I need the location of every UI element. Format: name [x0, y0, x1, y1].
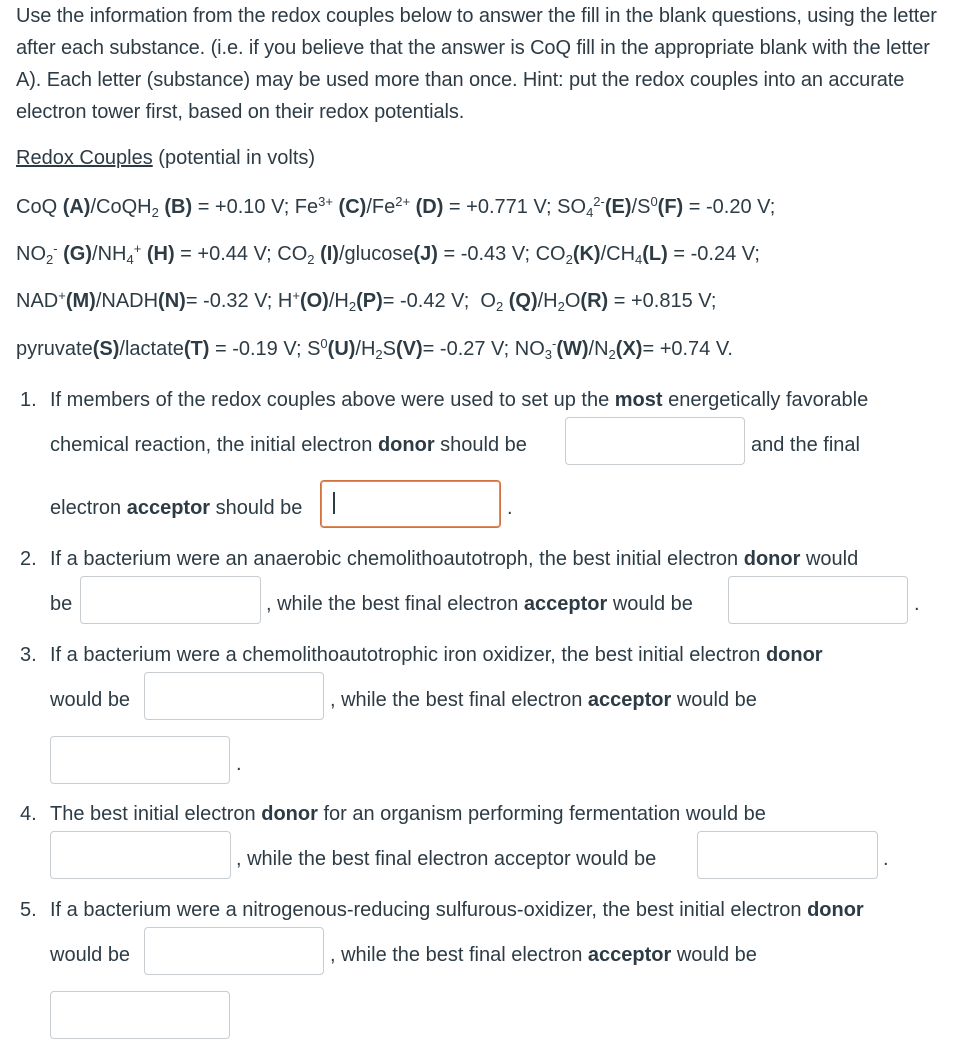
emphasis: donor: [261, 803, 318, 825]
question-1-after-donor: and the final: [751, 434, 860, 456]
couples-line-1: [16, 196, 775, 219]
emphasis: acceptor: [587, 944, 672, 966]
emphasis: donor: [743, 548, 801, 570]
text: /N: [588, 338, 609, 360]
letter: (S): [92, 338, 120, 360]
text: = -0.20 V;: [683, 196, 776, 218]
question-2-line-1: [50, 548, 858, 571]
text: for an organism performing fermentation would be: [317, 803, 766, 825]
couples-line-4: [16, 338, 733, 361]
letter: (H): [141, 243, 175, 265]
text: = +0.771 V; SO: [443, 196, 587, 218]
letter: (M): [65, 290, 96, 312]
q1-acceptor-blank[interactable]: [320, 480, 501, 528]
question-3-middle: [330, 689, 757, 712]
question-4-line-1: [50, 803, 766, 826]
superscript: 2-: [593, 194, 605, 209]
question-1-line-3: [50, 497, 302, 520]
text: electron: [50, 497, 127, 519]
question-3-end: .: [236, 753, 242, 775]
text: /H: [328, 290, 349, 312]
question-5-line-2: would be: [50, 944, 131, 966]
letter: (R): [580, 290, 609, 312]
redox-couples-suffix: (potential in volts): [152, 147, 316, 169]
text: = -0.19 V; S: [209, 338, 321, 360]
superscript: +: [58, 288, 66, 303]
emphasis: donor: [377, 434, 435, 456]
question-5-line-1: [50, 899, 864, 922]
text: pyruvate: [16, 338, 93, 360]
emphasis: donor: [765, 644, 823, 666]
text: = +0.815 V;: [608, 290, 717, 312]
letter: (K): [572, 243, 601, 265]
question-2-middle: [266, 593, 693, 616]
q3-donor-blank[interactable]: [144, 672, 324, 720]
text: /CH: [600, 243, 636, 265]
letter: (U): [327, 338, 356, 360]
letter: (F): [657, 196, 684, 218]
text: = +0.74 V.: [642, 338, 733, 360]
text: /NADH: [95, 290, 159, 312]
text: S: [382, 338, 396, 360]
text: /S: [631, 196, 651, 218]
text: should be: [210, 497, 303, 519]
text: should be: [434, 434, 527, 456]
text: If a bacterium were a chemolithoautotrophic iron oxidizer, the best initial electron: [50, 644, 766, 666]
q2-donor-blank[interactable]: [80, 576, 261, 624]
letter: (B): [158, 196, 193, 218]
subscript: 2: [557, 299, 565, 314]
letter: (L): [642, 243, 668, 265]
subscript: 4: [586, 205, 594, 220]
text: /H: [355, 338, 376, 360]
emphasis: acceptor: [523, 593, 608, 615]
text: , while the best final electron: [266, 593, 524, 615]
text: /lactate: [119, 338, 184, 360]
letter: (E): [604, 196, 632, 218]
text: = -0.27 V; NO: [422, 338, 545, 360]
text: would be: [671, 689, 757, 711]
question-1-number: 1.: [20, 389, 37, 411]
letter: (Q): [503, 290, 538, 312]
question-3-number: 3.: [20, 644, 37, 666]
letter: (C): [332, 196, 367, 218]
text: , while the best final electron: [330, 944, 588, 966]
emphasis: acceptor: [126, 497, 211, 519]
text: = +0.10 V; Fe: [192, 196, 319, 218]
text: = -0.42 V; O: [382, 290, 496, 312]
text: would be: [671, 944, 757, 966]
couples-line-3: [16, 290, 716, 313]
text: If members of the redox couples above were used to set up the: [50, 389, 615, 411]
q1-donor-blank[interactable]: [565, 417, 745, 465]
couples-line-2: [16, 243, 760, 266]
superscript: 0: [650, 194, 658, 209]
text: would be: [607, 593, 693, 615]
superscript: 3+: [318, 194, 333, 209]
question-2-end: .: [914, 593, 920, 615]
letter: (P): [356, 290, 383, 312]
question-2-number: 2.: [20, 548, 37, 570]
letter: (W): [556, 338, 589, 360]
letter: (V): [396, 338, 423, 360]
q4-acceptor-blank[interactable]: [697, 831, 878, 879]
letter: (D): [410, 196, 444, 218]
text: would: [800, 548, 859, 570]
letter: (X): [615, 338, 643, 360]
subscript: 4: [635, 252, 643, 267]
q5-acceptor-blank[interactable]: [50, 991, 230, 1039]
superscript: +: [292, 288, 300, 303]
text: = +0.44 V; CO: [174, 243, 308, 265]
text: /glucose: [338, 243, 414, 265]
emphasis: most: [614, 389, 663, 411]
subscript: 2: [307, 252, 315, 267]
question-3-line-2: would be: [50, 689, 131, 711]
subscript: 2: [608, 347, 616, 362]
text: /NH: [92, 243, 127, 265]
q2-acceptor-blank[interactable]: [728, 576, 908, 624]
text: O: [564, 290, 581, 312]
superscript: -: [552, 336, 557, 351]
text: NAD: [16, 290, 59, 312]
superscript: 2+: [395, 194, 411, 209]
letter: (G): [57, 243, 93, 265]
subscript: 3: [544, 347, 552, 362]
question-5-middle: [330, 944, 757, 967]
superscript: +: [133, 241, 142, 256]
letter: (J): [413, 243, 438, 265]
text: The best initial electron: [50, 803, 262, 825]
letter: (A): [62, 196, 91, 218]
instructions-paragraph: Use the information from the redox couples below to answer the fill in the blank questions, using the letter after each substance. (i.e. if you believe that the answer is CoQ fill in the appropriate blank with the letter A). Each letter (substance) may be used more than once. Hint: put the redox couples into an accurate electron tower first, based on their redox potentials.: [16, 5, 937, 123]
emphasis: donor: [807, 899, 864, 921]
emphasis: acceptor: [587, 689, 672, 711]
text: If a bacterium were a nitrogenous-reducing sulfurous-oxidizer, the best initial electron: [50, 899, 808, 921]
text: = -0.24 V;: [667, 243, 760, 265]
subscript: 2: [46, 252, 54, 267]
question-4-end: .: [883, 848, 889, 870]
subscript: 2: [348, 299, 357, 314]
q3-acceptor-blank[interactable]: [50, 736, 230, 784]
question-1-line-1: [50, 389, 868, 412]
text: /H: [537, 290, 558, 312]
subscript: 2: [375, 347, 383, 362]
text: = -0.43 V; CO: [437, 243, 566, 265]
letter: (O): [299, 290, 329, 312]
q4-donor-blank[interactable]: [50, 831, 231, 879]
question-1-end: .: [507, 497, 513, 519]
text-cursor: [333, 492, 335, 514]
letter: (N): [158, 290, 186, 312]
q5-donor-blank[interactable]: [144, 927, 324, 975]
subscript: 2: [151, 205, 159, 220]
redox-couples-title: Redox Couples: [16, 147, 153, 169]
question-2-line-2: be: [50, 593, 73, 615]
letter: (T): [183, 338, 210, 360]
subscript: 2: [495, 299, 504, 314]
question-4-middle: , while the best final electron acceptor would be: [236, 848, 657, 870]
superscript: 0: [320, 336, 328, 351]
letter: (I): [314, 243, 339, 265]
text: CoQ: [16, 196, 63, 218]
text: NO: [16, 243, 46, 265]
text: chemical reaction, the initial electron: [50, 434, 378, 456]
question-5-number: 5.: [20, 899, 37, 921]
question-1-line-2: [50, 434, 527, 457]
question-3-line-1: [50, 644, 823, 667]
subscript: 2: [565, 252, 573, 267]
superscript: -: [53, 241, 58, 256]
text: /CoQH: [90, 196, 152, 218]
text: = -0.32 V; H: [185, 290, 293, 312]
text: /Fe: [366, 196, 396, 218]
subscript: 4: [126, 252, 134, 267]
redox-couples-heading: [16, 147, 315, 170]
text: energetically favorable: [662, 389, 869, 411]
text: , while the best final electron: [330, 689, 588, 711]
text: If a bacterium were an anaerobic chemolithoautotroph, the best initial electron: [50, 548, 744, 570]
question-4-number: 4.: [20, 803, 37, 825]
